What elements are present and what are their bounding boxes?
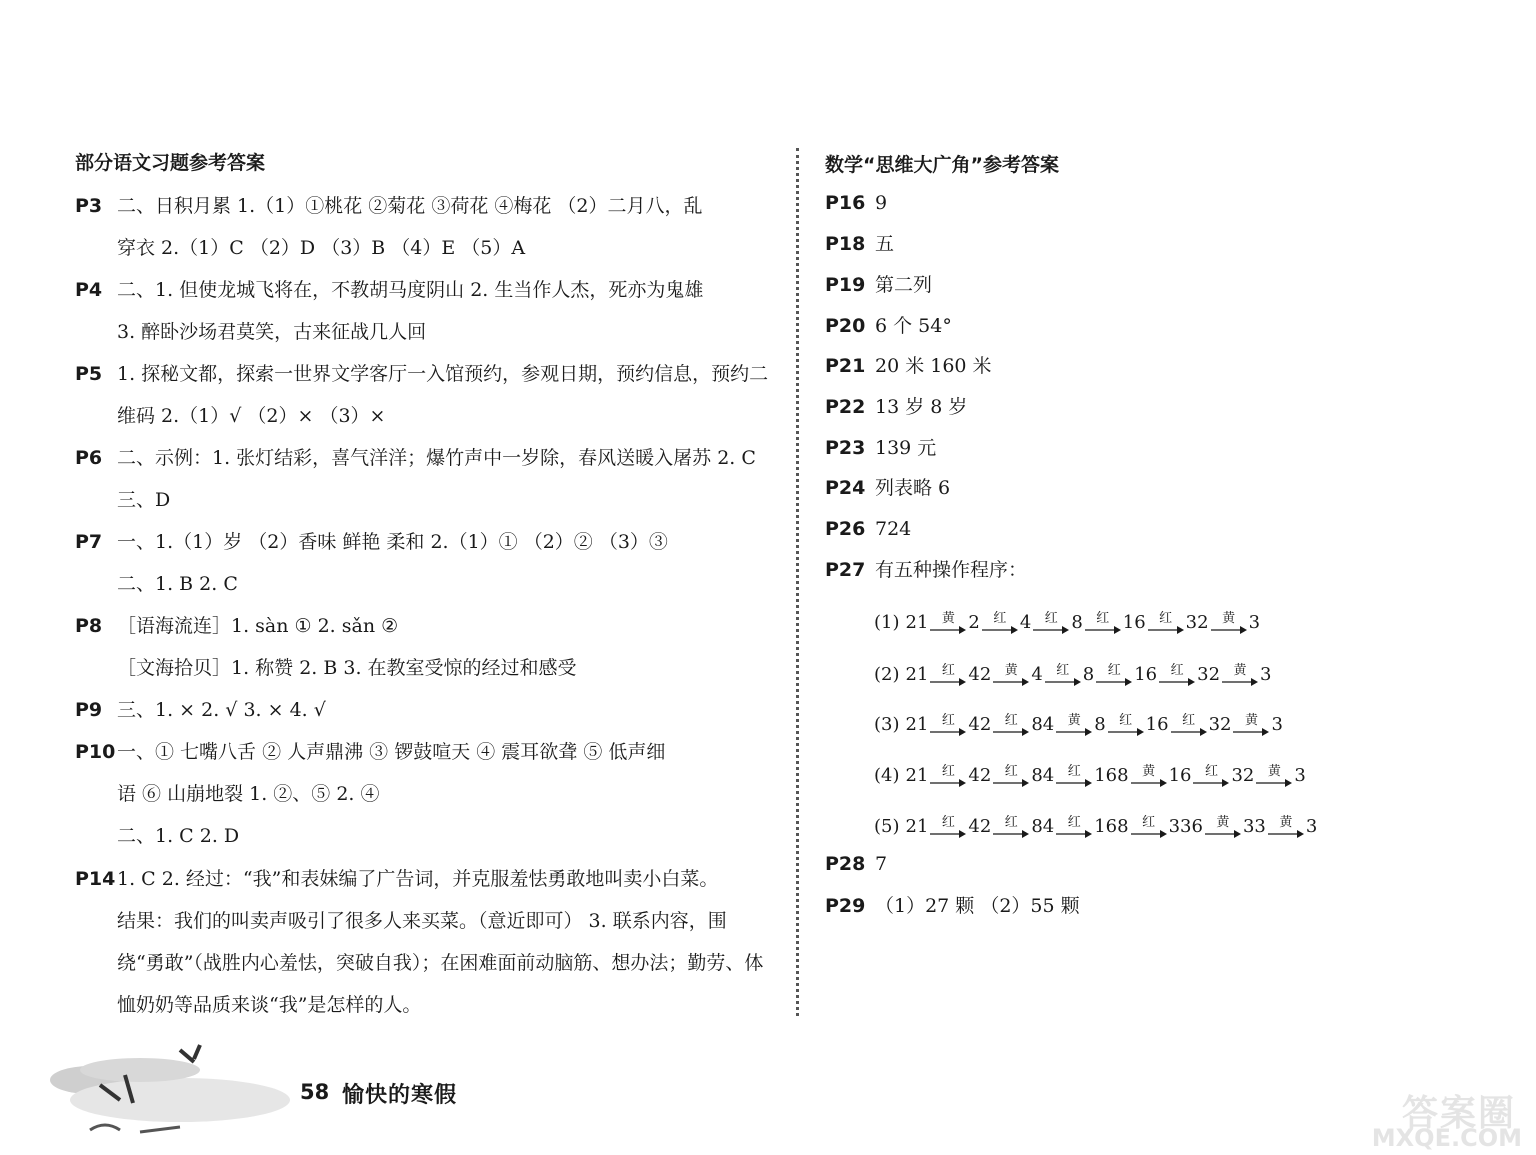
answer-line: [75, 235, 525, 261]
answer-line: [75, 823, 239, 849]
operation-label: 黄: [1216, 815, 1230, 830]
page-ref-label: P16: [825, 192, 866, 214]
answer-line: [825, 893, 1080, 919]
sequence-value: 16: [1145, 714, 1169, 735]
sequence-value: 42: [968, 816, 992, 837]
arrow-icon: [1211, 626, 1247, 634]
sequence-value: 16: [1122, 612, 1146, 633]
answer-line: [75, 908, 727, 934]
arrow-icon: [1193, 779, 1229, 787]
sequence-row: [874, 650, 1271, 686]
operation-arrow: [930, 765, 966, 787]
sequence-row: [874, 598, 1260, 634]
arrow-icon: [993, 728, 1029, 736]
operation-label: 黄: [941, 611, 955, 626]
sequence-start-value: 21: [905, 612, 929, 633]
operation-label: 红: [1067, 815, 1081, 830]
operation-label: 黄: [1244, 713, 1258, 728]
arrow-icon: [1148, 626, 1184, 634]
operation-arrow: [1159, 664, 1195, 686]
sequence-index: (1): [874, 612, 900, 633]
operation-arrow: [930, 714, 966, 736]
answer-line: [825, 435, 936, 461]
page-ref-label: P23: [825, 437, 866, 459]
operation-arrow: [1211, 612, 1247, 634]
page-ref-label: P26: [825, 518, 866, 540]
page-ref-label: P18: [825, 233, 866, 255]
sequence-value: 3: [1260, 664, 1272, 685]
operation-arrow: [1256, 765, 1292, 787]
answer-text: 6 个 54°: [875, 315, 952, 337]
operation-arrow: [1131, 816, 1167, 838]
operation-arrow: [930, 612, 966, 634]
operation-arrow: [1171, 714, 1207, 736]
operation-label: 红: [941, 663, 955, 678]
operation-label: 黄: [1267, 764, 1281, 779]
section-heading: 数学“思维大广角”参考答案: [825, 154, 1059, 176]
arrow-icon: [1056, 830, 1092, 838]
operation-arrow: [1096, 664, 1132, 686]
operation-label: 黄: [1142, 764, 1156, 779]
operation-label: 红: [1004, 764, 1018, 779]
operation-label: 黄: [1004, 663, 1018, 678]
arrow-icon: [1131, 830, 1167, 838]
answer-text: 维码 2.（1）√ （2）× （3）×: [117, 405, 386, 427]
sequence-value: 84: [1031, 765, 1055, 786]
answer-text: 一、① 七嘴八舌 ② 人声鼎沸 ③ 锣鼓喧天 ④ 震耳欲聋 ⑤ 低声细: [117, 741, 666, 763]
operation-arrow: [993, 765, 1029, 787]
operation-arrow: [982, 612, 1018, 634]
sequence-value: 33: [1242, 816, 1266, 837]
page-ref-label: P3: [75, 195, 103, 217]
arrow-icon: [993, 678, 1029, 686]
operation-label: 红: [1004, 815, 1018, 830]
answer-text: 二、日积月累 1.（1）①桃花 ②菊花 ③荷花 ④梅花 （2）二月八，乱: [117, 195, 703, 217]
sequence-index: (2): [874, 664, 900, 685]
operation-arrow: [993, 714, 1029, 736]
operation-label: 红: [993, 611, 1007, 626]
page-ref-label: P24: [825, 477, 866, 499]
arrow-icon: [1205, 830, 1241, 838]
operation-label: 红: [1182, 713, 1196, 728]
answer-line: [825, 475, 950, 501]
sequence-value: 2: [968, 612, 980, 633]
arrow-icon: [930, 626, 966, 634]
sequence-value: 42: [968, 714, 992, 735]
column-divider: [796, 148, 799, 1016]
operation-arrow: [993, 816, 1029, 838]
arrow-icon: [1268, 830, 1304, 838]
answer-text: 3. 醉卧沙场君莫笑，古来征战几人回: [117, 321, 427, 343]
arrow-icon: [930, 728, 966, 736]
operation-label: 红: [1204, 764, 1218, 779]
sequence-index: (5): [874, 816, 900, 837]
operation-arrow: [1268, 816, 1304, 838]
operation-arrow: [1033, 612, 1069, 634]
watermark-logo: 答案圈: [1401, 1093, 1516, 1134]
answer-text: 有五种操作程序：: [875, 559, 1028, 581]
answer-text: 一、1.（1）岁 （2）香味 鲜艳 柔和 2.（1）① （2）② （3）③: [117, 531, 668, 553]
answer-line: [75, 950, 763, 976]
answer-text: 二、1. B 2. C: [117, 573, 238, 595]
operation-label: 红: [1119, 713, 1133, 728]
answer-text: 二、1. C 2. D: [117, 825, 240, 847]
operation-label: 红: [1142, 815, 1156, 830]
answer-line: [825, 313, 952, 339]
answer-line: [75, 781, 380, 807]
operation-arrow: [1131, 765, 1167, 787]
answer-text: 列表略 6: [875, 477, 951, 499]
answer-text: 结果：我们的叫卖声吸引了很多人来买菜。（意近即可） 3. 联系内容，围: [117, 910, 727, 932]
operation-arrow: [1045, 664, 1081, 686]
arrow-icon: [1222, 678, 1258, 686]
sequence-value: 42: [968, 664, 992, 685]
arrow-icon: [993, 779, 1029, 787]
answer-text: ［文海拾贝］1. 称赞 2. B 3. 在教室受惊的经过和感受: [117, 657, 577, 679]
operation-label: 红: [941, 713, 955, 728]
page-ref-label: P22: [825, 396, 866, 418]
operation-arrow: [1193, 765, 1229, 787]
answer-text: 三、1. × 2. √ 3. × 4. √: [117, 699, 326, 721]
page-ref-label: P6: [75, 447, 103, 469]
arrow-icon: [1056, 728, 1092, 736]
sequence-value: 168: [1094, 816, 1129, 837]
answer-text: 二、1. 但使龙城飞将在，不教胡马度阴山 2. 生当作人杰，死亦为鬼雄: [117, 279, 704, 301]
page-ref-label: P28: [825, 853, 866, 875]
operation-arrow: [930, 664, 966, 686]
sequence-value: 8: [1082, 664, 1095, 685]
arrow-icon: [1056, 779, 1092, 787]
answer-line: [825, 557, 1027, 583]
answer-line: [75, 403, 385, 429]
sequence-row: [874, 700, 1283, 736]
arrow-icon: [1159, 678, 1195, 686]
arrow-icon: [930, 779, 966, 787]
sequence-value: 32: [1197, 664, 1221, 685]
answer-line: [825, 851, 887, 877]
sequence-value: 42: [968, 765, 992, 786]
sequence-value: 4: [1019, 612, 1032, 633]
arrow-icon: [1256, 779, 1292, 787]
answer-text: 恤奶奶等品质来谈“我”是怎样的人。: [117, 994, 422, 1016]
sequence-value: 32: [1231, 765, 1255, 786]
sequence-value: 32: [1185, 612, 1209, 633]
operation-label: 红: [1107, 663, 1121, 678]
page-number: 58: [300, 1080, 330, 1104]
operation-arrow: [1056, 765, 1092, 787]
sequence-row: [874, 802, 1317, 838]
arrow-icon: [930, 830, 966, 838]
arrow-icon: [993, 830, 1029, 838]
answer-line: [75, 739, 665, 765]
sequence-value: 336: [1168, 816, 1203, 837]
answer-text: 7: [875, 853, 888, 875]
answer-text: 语 ⑥ 山崩地裂 1. ②、⑤ 2. ④: [117, 783, 380, 805]
answer-line: [825, 190, 887, 216]
sequence-value: 3: [1248, 612, 1261, 633]
page-ref-label: P7: [75, 531, 103, 553]
operation-label: 红: [941, 764, 955, 779]
answer-line: [75, 445, 756, 471]
operation-arrow: [1085, 612, 1121, 634]
answer-text: 三、D: [117, 489, 171, 511]
arrow-icon: [1131, 779, 1167, 787]
answer-text: 五: [875, 233, 895, 255]
sequence-start-value: 21: [905, 765, 929, 786]
answer-text: （1）27 颗 （2）55 颗: [875, 895, 1080, 917]
page-ref-label: P10: [75, 741, 116, 763]
page-ref-label: P20: [825, 315, 866, 337]
answer-line: [75, 487, 170, 513]
operation-label: 黄: [1233, 663, 1247, 678]
page-ref-label: P8: [75, 615, 103, 637]
answer-line: [75, 571, 238, 597]
answer-line: [825, 394, 967, 420]
operation-label: 黄: [1279, 815, 1293, 830]
sequence-value: 8: [1071, 612, 1083, 633]
sequence-value: 3: [1305, 816, 1318, 837]
page-ref-label: P21: [825, 355, 866, 377]
answer-line: [75, 992, 421, 1018]
answer-line: [75, 697, 326, 723]
answer-line: [825, 231, 894, 257]
page-ref-label: P14: [75, 868, 116, 890]
page-ref-label: P19: [825, 274, 866, 296]
answer-line: [825, 272, 932, 298]
sequence-value: 84: [1031, 816, 1055, 837]
answer-line: [75, 319, 426, 345]
answer-line: [825, 353, 992, 379]
operation-arrow: [930, 816, 966, 838]
sequence-value: 4: [1031, 664, 1043, 685]
sequence-value: 84: [1031, 714, 1055, 735]
answer-text: 穿衣 2.（1）C （2）D （3）B （4）E （5）A: [117, 237, 526, 259]
operation-arrow: [1108, 714, 1144, 736]
operation-label: 黄: [1067, 713, 1081, 728]
sequence-value: 3: [1294, 765, 1306, 786]
answer-line: [75, 529, 668, 555]
answer-line: [75, 193, 703, 219]
sequence-index: (4): [874, 765, 900, 786]
operation-label: 黄: [1222, 611, 1236, 626]
answer-text: 139 元: [875, 437, 937, 459]
sequence-start-value: 21: [905, 714, 929, 735]
page-ref-label: P27: [825, 559, 866, 581]
operation-arrow: [1056, 816, 1092, 838]
sequence-start-value: 21: [905, 664, 929, 685]
sequence-value: 8: [1094, 714, 1106, 735]
answer-text: 1. C 2. 经过：“我”和表妹编了广告词，并克服羞怯勇敢地叫卖小白菜。: [117, 868, 719, 890]
arrow-icon: [1096, 678, 1132, 686]
operation-label: 红: [1159, 611, 1173, 626]
sequence-value: 16: [1168, 765, 1192, 786]
operation-arrow: [1222, 664, 1258, 686]
page-ref-label: P5: [75, 363, 103, 385]
answer-line: [75, 361, 768, 387]
answer-text: 二、示例：1. 张灯结彩，喜气洋洋；爆竹声中一岁除，春风送暖入屠苏 2. C: [117, 447, 756, 469]
operation-arrow: [993, 664, 1029, 686]
arrow-icon: [1085, 626, 1121, 634]
answer-text: 724: [875, 518, 912, 540]
sequence-start-value: 21: [905, 816, 929, 837]
sequence-value: 16: [1134, 664, 1158, 685]
arrow-icon: [930, 678, 966, 686]
arrow-icon: [1233, 728, 1269, 736]
arrow-icon: [982, 626, 1018, 634]
operation-label: 红: [1056, 663, 1070, 678]
answer-text: 1. 探秘文都，探索一世界文学客厅一入馆预约，参观日期，预约信息，预约二: [117, 363, 769, 385]
answer-text: 20 米 160 米: [875, 355, 992, 377]
operation-label: 红: [1067, 764, 1081, 779]
answer-text: 9: [875, 192, 888, 214]
answer-text: 绕“勇敢”（战胜内心羞怯，突破自我）；在困难面前动脑筋、想办法；勤劳、体: [117, 952, 764, 974]
operation-arrow: [1148, 612, 1184, 634]
arrow-icon: [1033, 626, 1069, 634]
page-ref-label: P4: [75, 279, 103, 301]
answer-line: [75, 277, 703, 303]
answer-text: 13 岁 8 岁: [875, 396, 968, 418]
sequence-value: 168: [1094, 765, 1129, 786]
operation-arrow: [1233, 714, 1269, 736]
section-heading: 部分语文习题参考答案: [75, 152, 266, 174]
watermark-url: MXQE.COM: [1371, 1124, 1522, 1152]
operation-label: 红: [941, 815, 955, 830]
answer-line: [75, 613, 398, 639]
answer-line: [75, 866, 718, 892]
arrow-icon: [1108, 728, 1144, 736]
answer-line: [75, 655, 577, 681]
sequence-row: [874, 751, 1306, 787]
operation-label: 红: [1044, 611, 1058, 626]
answer-text: 第二列: [875, 274, 933, 296]
book-title: 愉快的寒假: [342, 1083, 458, 1108]
arrow-icon: [1045, 678, 1081, 686]
answer-text: ［语海流连］1. sàn ① 2. sǎn ②: [117, 615, 399, 637]
operation-label: 红: [1004, 713, 1018, 728]
operation-label: 红: [1170, 663, 1184, 678]
operation-label: 红: [1096, 611, 1110, 626]
page-ref-label: P29: [825, 895, 866, 917]
operation-arrow: [1056, 714, 1092, 736]
decorative-landscape-image: [30, 1040, 290, 1140]
sequence-index: (3): [874, 714, 900, 735]
operation-arrow: [1205, 816, 1241, 838]
answer-line: [825, 516, 911, 542]
arrow-icon: [1171, 728, 1207, 736]
sequence-value: 32: [1208, 714, 1232, 735]
page-ref-label: P9: [75, 699, 103, 721]
sequence-value: 3: [1271, 714, 1283, 735]
